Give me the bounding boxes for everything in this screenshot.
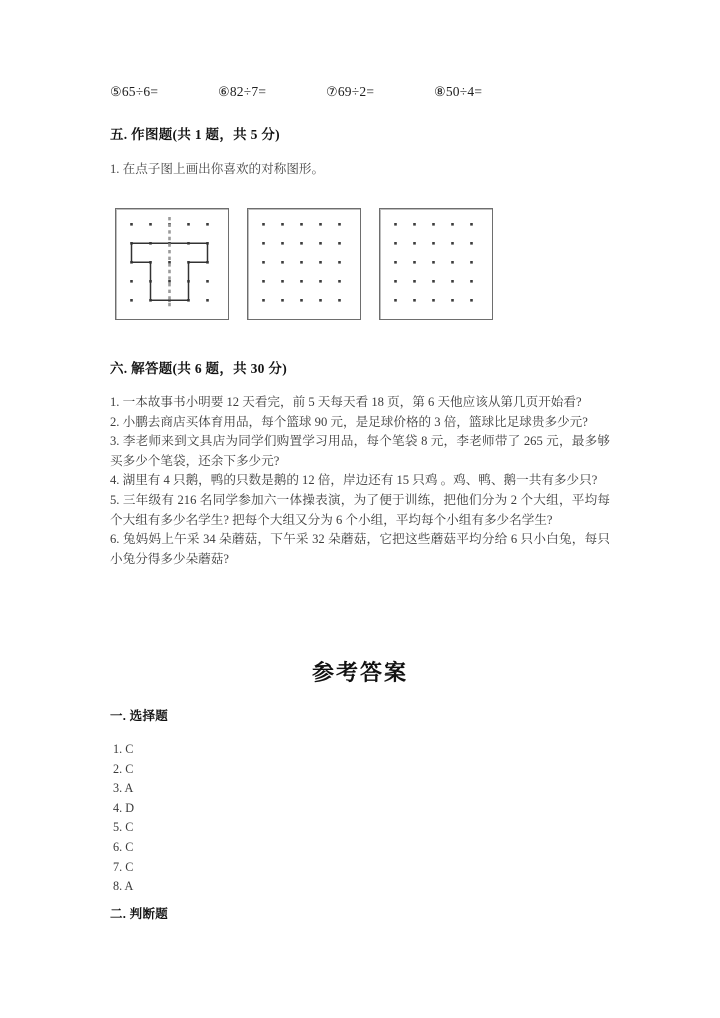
- arithmetic-item: [110, 84, 218, 100]
- grid-dots: [262, 223, 341, 302]
- item-marker: ⑥: [218, 84, 230, 99]
- item-expression: 65÷6=: [121, 84, 159, 99]
- dot-grid-svg-2: [248, 209, 359, 318]
- section-heading-six: 六. 解答题(共 6 题，共 30 分): [110, 361, 287, 376]
- answers-title: 参考答案: [311, 660, 408, 685]
- question-item: 2. 小鹏去商店买体育用品，每个篮球 90 元，是足球价格的 3 倍，篮球比足球贵多少元?: [110, 414, 588, 429]
- item-expression: 50÷4=: [445, 84, 483, 99]
- answer-item: 4. D: [113, 800, 134, 815]
- section-five-question-1: 1. 在点子图上画出你喜欢的对称图形。: [110, 162, 325, 176]
- item-marker: ⑦: [326, 84, 338, 99]
- answer-item: 5. C: [113, 820, 134, 835]
- question-item: 5. 三年级有 216 名同学参加六一体操表演，为了便于训练，把他们分为 2 个大组，平均每个大组有多少名学生? 把每个大组又分为 6 个小组，平均每个小组有多少名学生?: [110, 492, 610, 527]
- item-marker: ⑧: [434, 84, 446, 99]
- question-item: 1. 一本故事书小明要 12 天看完，前 5 天每天看 18 页，第 6 天他应该从第几页开始看?: [110, 395, 582, 409]
- dot-grid-figures: [115, 208, 505, 326]
- dot-grid-with-figure: [115, 208, 229, 320]
- answer-item: 8. A: [113, 879, 134, 894]
- arithmetic-item: [434, 84, 542, 100]
- answers-section-heading-two: 二. 判断题: [110, 907, 169, 921]
- dot-grid-blank-2[interactable]: [379, 208, 493, 320]
- answer-item: 2. C: [113, 761, 134, 776]
- section-heading-five: 五. 作图题(共 1 题，共 5 分): [110, 127, 280, 142]
- arithmetic-item: [326, 84, 434, 100]
- answers-choice-list: [113, 740, 134, 897]
- item-expression: 69÷2=: [337, 84, 375, 99]
- question-item: 4. 湖里有 4 只鹅，鸭的只数是鹅的 12 倍，岸边还有 15 只鸡 。鸡、鸭、鹅一共有多少只?: [110, 473, 598, 488]
- dot-grid-blank-1[interactable]: [247, 208, 361, 320]
- question-item: 6. 兔妈妈上午采 34 朵蘑菇，下午采 32 朵蘑菇，它把这些蘑菇平均分给 6 只小白兔，每只小兔分得多少朵蘑菇?: [110, 532, 610, 566]
- answer-item: 6. C: [113, 839, 134, 854]
- answer-item: 1. C: [113, 742, 134, 756]
- arithmetic-exercise-row: [110, 84, 610, 100]
- answers-section-heading-one: 一. 选择题: [110, 709, 169, 723]
- section-six-question-list: [110, 393, 610, 569]
- arithmetic-item: [218, 84, 326, 100]
- item-marker: ⑤: [110, 84, 122, 99]
- dot-grid-svg-1: [116, 209, 227, 318]
- grid-dots: [394, 223, 473, 302]
- question-item: 3. 李老师来到文具店为同学们购置学习用品，每个笔袋 8 元，李老师带了 265 元，最多够买多少个笔袋，还余下多少元?: [110, 434, 610, 468]
- dot-grid-svg-3: [380, 209, 491, 318]
- answer-item: 3. A: [113, 781, 134, 796]
- item-expression: 82÷7=: [229, 84, 267, 99]
- answer-item: 7. C: [113, 859, 134, 874]
